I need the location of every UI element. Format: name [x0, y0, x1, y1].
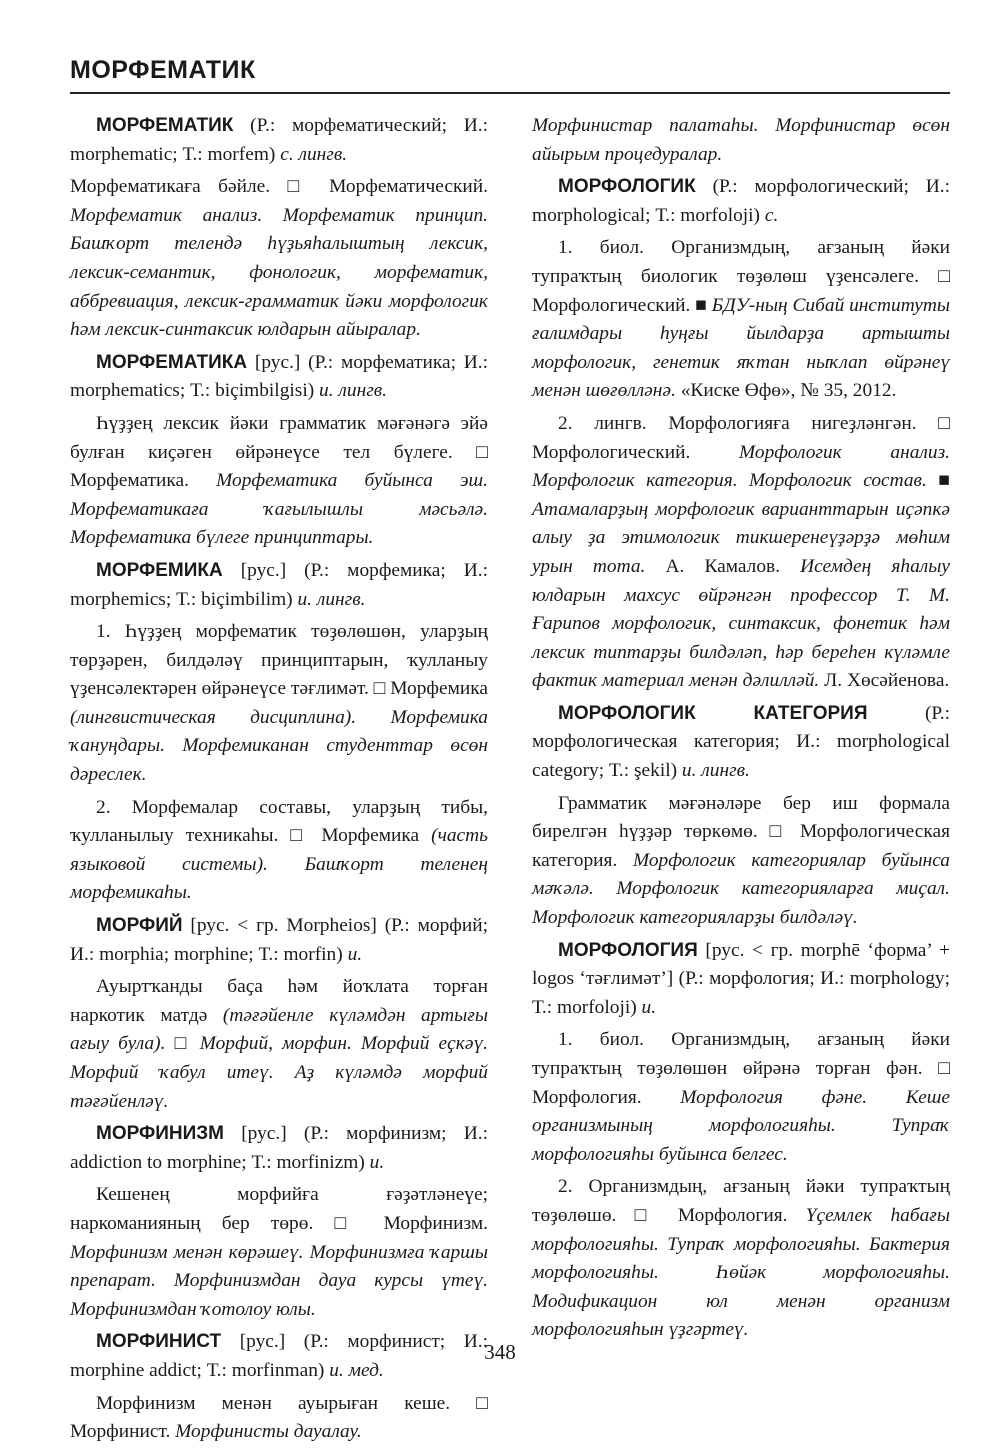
part-of-speech: и. лингв. [319, 380, 388, 402]
part-of-speech: и. [641, 996, 657, 1018]
entry-headword-line [532, 173, 950, 230]
definition: Морфинизм менән ауырыған кеше. □ Морфинист. [70, 1392, 488, 1443]
grammar-note: (Р.: морфематический; И.: morphematic; Т.: morfem) [70, 115, 488, 165]
entry-paragraph [70, 173, 488, 345]
right-column [532, 112, 950, 1349]
entry-paragraph [70, 1390, 488, 1447]
definition: Һүҙҙең лексик йәки грамматик мәғәнәгә эйә булған киҫәген өйрәнеүсе тел бүлеге. □ Морфематика. [70, 412, 488, 492]
examples: Морфинистар палатаһы. Морфинистар өсөн айырым процедуралар. [532, 115, 950, 165]
entry-paragraph [532, 234, 950, 406]
definition: Морфематикаға бәйле. □ Морфематический. [70, 176, 488, 198]
part-of-speech: и. лингв. [297, 588, 366, 610]
entry-paragraph [70, 973, 488, 1116]
part-of-speech: с. [764, 204, 779, 226]
entry-paragraph [70, 410, 488, 553]
entry-paragraph [70, 618, 488, 790]
part-of-speech: и. мед. [329, 1359, 384, 1381]
grammar-note: [рус. < гр. morphē ‘форма’ + logos ‘тәғлимәт’] (Р.: морфология; И.: morphology; Т.: morfoloji) [532, 939, 950, 1018]
entry-headword-line [70, 557, 488, 614]
examples: Морфинизм менән көрәшеү. Морфинизмға ҡаршы препарат. Морфинизмдан дауа курсы үтеү. Морфинизмдан ҡотолоу юлы. [70, 1241, 488, 1320]
grammar-note: [рус.] (Р.: морфинист; И.: morphine addict; Т.: morfinman) [70, 1331, 488, 1381]
citation-source: «Киске Өфө», № 35, 2012. [675, 380, 897, 402]
grammar-note: [рус.] (Р.: морфематика; И.: morphematics; Т.: biçimbilgisi) [70, 351, 488, 402]
examples: Морфологик категориялар буйынса мәҡәлә. Морфологик категорияларға миҫал. Морфологик категорияларҙы билдәләү. [532, 849, 950, 929]
examples: Морфематика буйынса эш. Морфематикаға ҡағылышлы мәсьәлә. Морфематика бүлеге принциптары. [70, 470, 489, 549]
examples: БДУ-ның Сибай институты ғалимдары һуңғы йылдарҙа артышты морфологик, генетик яҡтан ныҡлап өйрәнеү менән шөғөлләнә. [532, 294, 950, 402]
headword: МОРФЕМАТИКА [96, 351, 248, 373]
part-of-speech: и. [369, 1151, 385, 1173]
grammar-note: [рус. < гр. Morpheios] (Р.: морфий; И.: morphia; morphine; Т.: morfin) [70, 915, 488, 965]
definition: 2. лингв. Морфологияға нигеҙләнгән. □ Морфологический. [532, 412, 950, 463]
entry-paragraph [532, 410, 950, 696]
part-of-speech: и. лингв. [681, 760, 750, 782]
entry-headword-line [70, 112, 488, 169]
entry-paragraph [70, 1181, 488, 1324]
headword: МОРФЕМАТИК [96, 115, 234, 136]
examples: (лингвистическая дисциплина). Морфемика ҡануңдары. Морфемиканан студенттар өсөн дәреслек. [70, 706, 488, 786]
entry-paragraph [532, 790, 950, 933]
definition: Кешенең морфийға ғәҙәтләнеүе; наркоманияның бер төрө. □ Морфинизм. [70, 1184, 488, 1234]
definition: 2. Организмдың, ағзаның йәки тупраҡтың төҙөлөшө. □ Морфология. [532, 1176, 950, 1226]
entry-paragraph [532, 1026, 950, 1169]
headword: МОРФОЛОГИК [558, 176, 696, 198]
headword: МОРФИНИСТ [96, 1331, 222, 1353]
entry-paragraph [70, 794, 488, 908]
part-of-speech: и. [347, 943, 363, 965]
examples: Исемдең яһалыу юлдарын махсус өйрәнгән профессор Т. М. Ғарипов морфологик, синтаксик, фонетик һәм лексик типтарҙы билдәләп, һәр береһен күләмле фактик материал менән дәлилләй. [532, 555, 950, 692]
examples: Морфематик анализ. Морфематик принцип. Башҡорт телендә һүҙьяһалыштың лексик, лексик-семантик, фонологик, морфематик, аббревиация, лексик-грамматик йәки морфологик һәм лексик-синтаксик юлдарын айыралар. [70, 204, 488, 341]
entry-headword-line [70, 349, 488, 406]
examples: Морфологик анализ. Морфологик категория. Морфологик состав. ■ Атамаларҙың морфологик варианттарын иҫәпкә алыу ҙа этимологик тикшеренеүҙәрҙә мөһим урын тота. [532, 441, 950, 577]
page-number: 348 [484, 1340, 516, 1364]
examples: Морфинисты дауалау. [175, 1421, 362, 1443]
definition: Грамматик мәғәнәләре бер иш формала бирелгән һүҙҙәр төркөмө. □ Морфологическая категория. [532, 792, 950, 871]
entry-headword-line [532, 700, 950, 786]
citation-source: Л. Хөсәйенова. [819, 670, 950, 692]
headword: МОРФИЙ [96, 915, 183, 937]
citation-source: А. Камалов. [645, 555, 801, 577]
examples: (часть языковой системы). Башҡорт теленең морфемикаһы. [70, 825, 488, 904]
examples: Үҫемлек һабағы морфологияһы. Тупраҡ морфологияһы. Бактерия морфологияһы. Һөйәк морфологияһы. Модификацион юл менән организм морфологияһын үҙгәртеү. [532, 1204, 950, 1341]
part-of-speech: с. лингв. [280, 143, 348, 165]
headword: МОРФОЛОГИЯ [558, 939, 698, 961]
examples: Морфология фәне. Кеше организмының морфологияһы. Тупраҡ морфологияһы буйынса белгес. [532, 1086, 950, 1165]
headword: МОРФОЛОГИК КАТЕГОРИЯ [558, 702, 868, 724]
entry-headword-line [70, 912, 488, 969]
entry-headword-line [532, 937, 950, 1023]
grammar-note: [рус.] (Р.: морфинизм; И.: addiction to morphine; Т.: morfinizm) [70, 1123, 488, 1173]
definition: 1. биол. Организмдың, ағзаның йәки тупраҡтың төҙөлөшөн өйрәнә торған фән. □ Морфология. [532, 1029, 950, 1108]
headword: МОРФИНИЗМ [96, 1123, 225, 1145]
grammar-note: (Р.: морфологическая категория; И.: morphological category; Т.: şekil) [532, 702, 950, 782]
definition: 1. Һүҙҙең морфематик төҙөлөшөн, уларҙың төрҙәрен, билдәләү принциптарын, ҡулланыу үҙенсәлектәрен өйрәнеүсе тәғлимәт. □ Морфемика [70, 621, 488, 700]
header-rule [70, 92, 950, 94]
definition: 2. Морфемалар составы, уларҙың тибы, ҡулланылыу техникаһы. □ Морфемика [70, 796, 488, 847]
left-column [70, 112, 488, 1451]
entry-headword-line [70, 1120, 488, 1177]
entry-paragraph [532, 1173, 950, 1345]
grammar-note: [рус.] (Р.: морфемика; И.: morphemics; Т.: biçimbilim) [70, 559, 488, 610]
definition: 1. биол. Организмдың, ағзаның йәки тупраҡтың биологик төҙөлөш үҙенсәлеге. □ Морфологический. ■ [532, 237, 950, 316]
definition: Ауыртҡанды баҫа һәм йоҡлата торған наркотик матдә [70, 976, 488, 1026]
headword: МОРФЕМИКА [96, 559, 223, 581]
examples: (тәғәйенле күләмдән артығы ағыу була). □ Морфий, морфин. Морфий еҫкәү. Морфий ҡабул итеү. Аҙ күләмдә морфий тәғәйенләү. [70, 1004, 488, 1112]
running-head: МОРФЕМАТИК [70, 56, 256, 84]
grammar-note: (Р.: морфологический; И.: morphological; Т.: morfoloji) [532, 176, 950, 226]
entry-paragraph [532, 112, 950, 169]
